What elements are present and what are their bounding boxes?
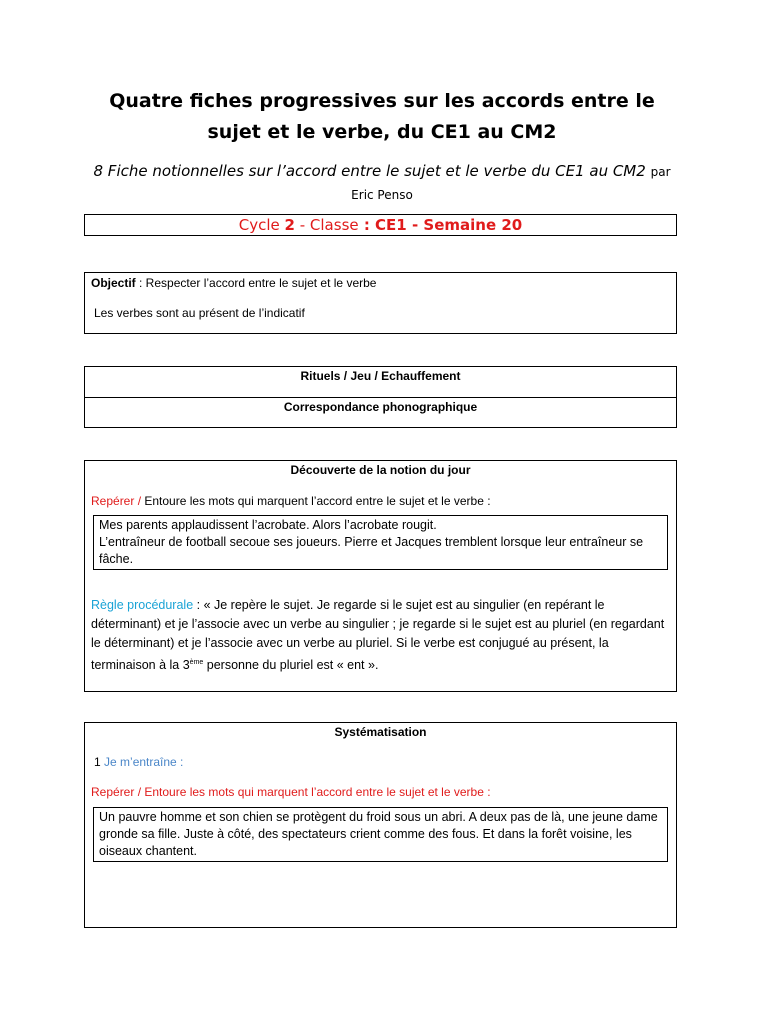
cycle-number: 2 [284,216,295,234]
classe-semaine: : CE1 - Semaine 20 [358,216,523,234]
subtitle-main: 8 Fiche notionnelles sur l’accord entre le sujet et le verbe du CE1 au CM2 [93,162,646,180]
example-sentences-box [93,515,668,570]
rituels-table [84,366,677,428]
example-line-2: L’entraîneur de football secoue ses joueurs. Pierre et Jacques tremblent lorsque leur entraîneur se fâche. [99,535,644,566]
objectif-box [84,272,677,334]
subtitle-author: par Eric Penso [351,165,671,202]
correspondance-row: Correspondance phonographique [85,397,676,427]
classe-label: - Classe [299,216,359,234]
regle-text-b: personne du pluriel est « ent ». [203,658,379,673]
systematisation-section [84,722,677,928]
decouverte-title: Découverte de la notion du jour [290,463,471,477]
cycle-box [84,214,677,236]
reperer-instruction: Entoure les mots qui marquent l’accord entre le sujet et le verbe : [144,494,491,508]
objectif-label: Objectif [91,276,136,290]
rituels-row: Rituels / Jeu / Echauffement [300,369,461,383]
reperer-label: Repérer / [91,494,145,508]
regle-procedurale [91,596,670,675]
example-line-1: Mes parents applaudissent l’acrobate. Alors l’acrobate rougit. [99,518,437,532]
exercise-label: Je m’entraîne : [100,755,184,769]
regle-sup: ème [189,659,204,666]
systematisation-title: Systématisation [334,725,427,739]
exercise-text-box: Un pauvre homme et son chien se protègent du froid sous un abri. A deux pas de là, une jeune dame gronde sa fille. Juste à côté, des spectateurs crient comme des fous. Et dans la forêt voisine, les oiseaux chantent. [93,807,668,862]
regle-label: Règle procédurale [91,598,194,612]
systematisation-reperer: Repérer / Entoure les mots qui marquent l’accord entre le sujet et le verbe : [91,785,491,799]
objectif-line2: Les verbes sont au présent de l’indicatif [94,306,305,320]
document-subtitle [84,160,680,206]
cycle-label: Cycle [238,216,285,234]
objectif-text: : Respecter l’accord entre le sujet et le verbe [135,276,377,290]
decouverte-section [84,460,677,692]
document-title: Quatre fiches progressives sur les accords entre le sujet et le verbe, du CE1 au CM2 [109,90,655,143]
exercise-number: 1 [94,755,101,769]
regle-text-a: : « Je repère le sujet. Je regarde si le sujet est au singulier (en repérant le déterminant) et je l’associe avec un verbe au singulier ; je regarde si le sujet est au pluriel (en regardant le déterminant) et je l’associe avec un verbe au pluriel. Si le verbe est conjugué au présent, la terminaison à la 3 [91,598,665,673]
